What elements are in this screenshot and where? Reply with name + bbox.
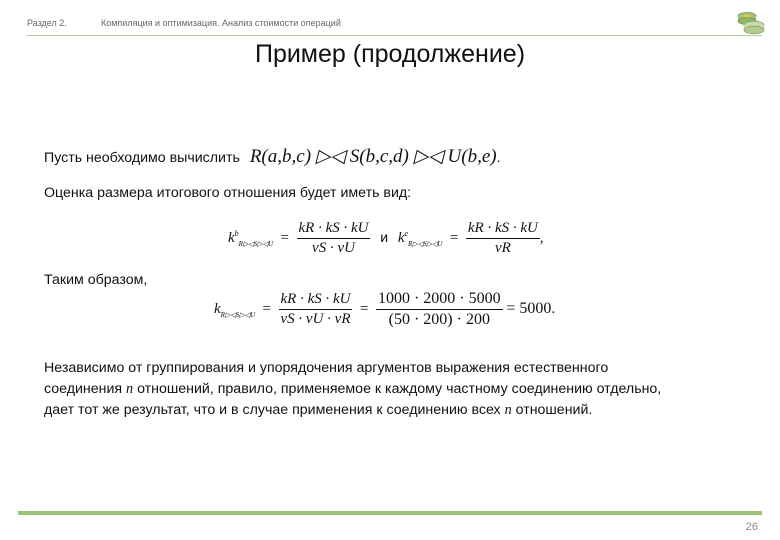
eq1-fraction-2 — [466, 220, 540, 257]
conclusion-line-2a: соединения — [44, 381, 123, 397]
eq1-right-sub: R▷◁S▷◁U — [408, 240, 443, 248]
conclusion-line-3a: дает тот же результат, что и в случае применения к соединению всех — [44, 402, 501, 418]
eq2-fraction — [279, 291, 353, 328]
eq2-value-numerator: 1000 · 2000 · 5000 — [376, 290, 503, 310]
conclusion-line-2 — [44, 379, 744, 400]
eq2-denominator: vS · vU · vR — [280, 311, 351, 327]
paragraph-intro — [44, 145, 501, 168]
eq2-left-var: k — [214, 300, 221, 317]
eq2-value-fraction — [376, 290, 503, 329]
eq1-numerator: kR · kS · kU — [297, 220, 371, 239]
intro-text: Пусть необходимо вычислить — [44, 150, 240, 166]
header-divider — [27, 35, 762, 36]
eq1-denominator: vS · vU — [312, 240, 355, 256]
paragraph-thus: Таким образом, — [44, 272, 148, 288]
eq2-result: = 5000 — [506, 299, 552, 317]
eq1-left-var: k — [228, 230, 235, 246]
eq1-denominator-2: vR — [494, 240, 511, 256]
eq1-and: и — [380, 228, 389, 245]
eq2-numerator: kR · kS · kU — [279, 291, 353, 310]
footer-bar — [18, 511, 762, 515]
conclusion-n-1: n — [126, 381, 134, 397]
eq2-period: . — [551, 300, 556, 317]
conclusion-n-2: n — [504, 402, 512, 418]
slide-title: Пример (продолжение) — [254, 40, 526, 68]
eq1-left-sub: R▷◁S▷◁U — [238, 240, 274, 248]
eq1-left-sup: b — [234, 229, 239, 238]
page-number: 26 — [745, 521, 758, 533]
conclusion-line-2b: отношений, правило, применяемое к каждому частному соединению отдельно, — [137, 381, 662, 397]
conclusion-line-3b: отношений. — [515, 402, 593, 418]
equation-2: $k_{R▷◁S▷◁U}$ = $\frac{kR \cdot kS \cdot kU}{vS \cdot vU \cdot vR}$ = $\frac{1000 \cdot 2000 \cdot 5000}{(50 \cdot 200) \cdot 200}$ = 5000. — [214, 290, 556, 328]
eq1-right-var: k — [397, 230, 405, 246]
paragraph-estimate: Оценка размера итогового отношения будет иметь вид: — [44, 185, 412, 201]
eq1-fraction — [297, 220, 371, 257]
section-subject: Компиляция и оптимизация. Анализ стоимости операций — [101, 18, 341, 28]
conclusion-line-1: Независимо от группирования и упорядочения аргументов выражения естественного — [44, 360, 609, 376]
paragraph-conclusion — [44, 358, 744, 421]
intro-period: . — [496, 150, 501, 166]
eq2-value-denominator: (50 · 200) · 200 — [388, 311, 490, 328]
database-logo-icon — [736, 10, 766, 36]
join-expression: R(a,b,c) ▷◁ S(b,c,d) ▷◁ U(b,e) — [249, 146, 497, 167]
conclusion-line-3 — [44, 400, 744, 421]
eq1-comma: , — [539, 229, 544, 246]
equation-1: $k^b_{R▷◁S▷◁U}$ = $\frac{kR \cdot kS \cdot kU}{vS \cdot vU}$ и $k^e_{R▷◁S▷◁U}$ = $\frac{kR \cdot kS \cdot kU}{vR}$ , — [228, 220, 544, 256]
eq2-left-sub: R▷◁S▷◁U — [220, 310, 256, 319]
eq1-numerator-2: kR · kS · kU — [466, 220, 540, 239]
eq1-right-sup: e — [404, 229, 409, 238]
section-label: Раздел 2. — [27, 18, 67, 28]
